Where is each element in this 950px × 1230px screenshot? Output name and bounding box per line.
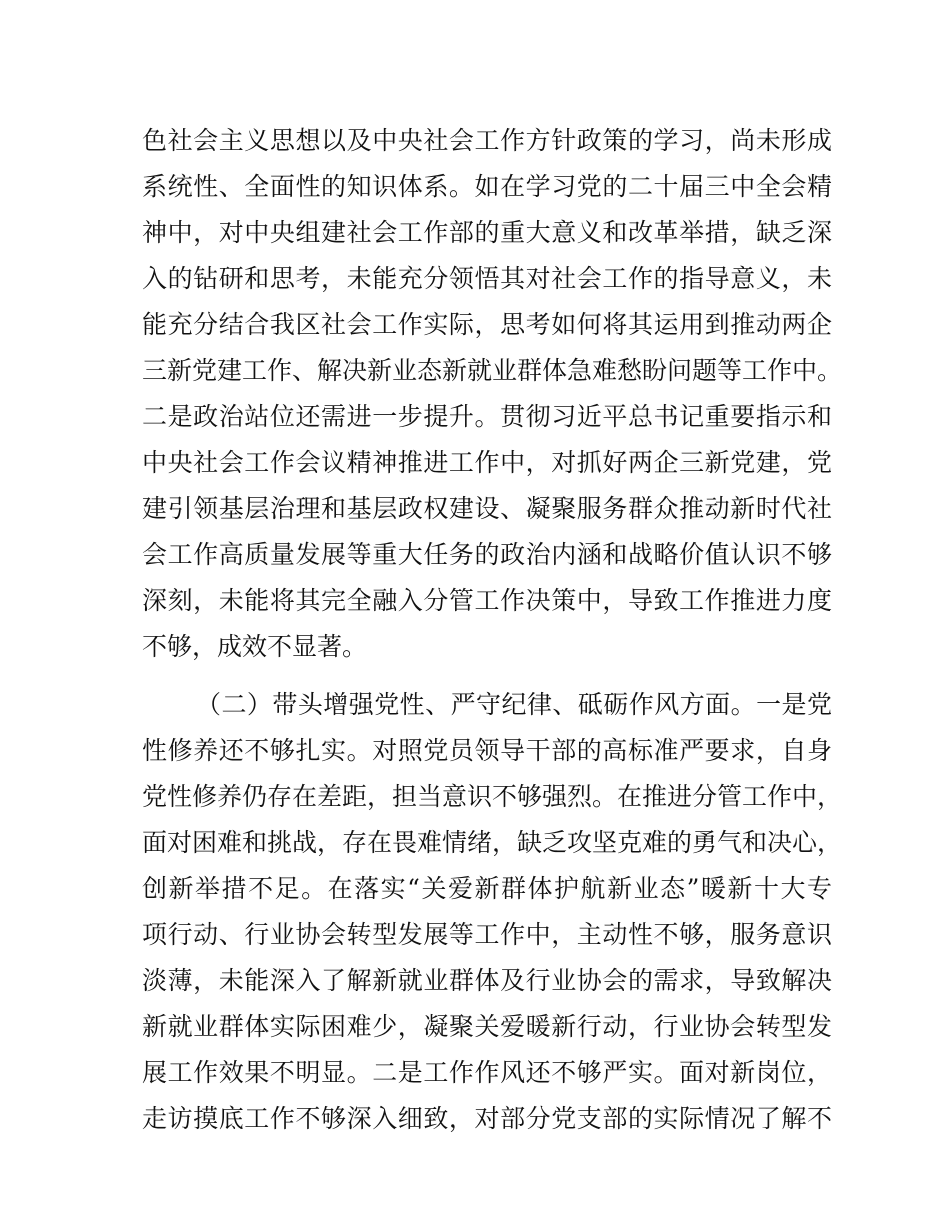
text-line: 淡薄，未能深入了解新就业群体及行业协会的需求，导致解决 (142, 966, 832, 995)
text-line: 神中，对中央组建社会工作部的重大意义和改革举措，缺乏深 (142, 218, 832, 247)
text-line: 创新举措不足。在落实“关爱新群体护航新业态”暖新十大专 (142, 874, 832, 903)
text-line: 面对困难和挑战，存在畏难情绪，缺乏攻坚克难的勇气和决心， (142, 828, 843, 857)
text-line: （二）带头增强党性、严守纪律、砥砺作风方面。一是党 (196, 690, 832, 719)
document-body (142, 118, 843, 1142)
text-line: 项行动、行业协会转型发展等工作中，主动性不够，服务意识 (142, 920, 832, 949)
text-line: 系统性、全面性的知识体系。如在学习党的二十届三中全会精 (142, 172, 832, 201)
text-line: 二是政治站位还需进一步提升。贯彻习近平总书记重要指示和 (142, 402, 832, 431)
text-line: 能充分结合我区社会工作实际，思考如何将其运用到推动两企 (142, 310, 832, 339)
text-line: 性修养还不够扎实。对照党员领导干部的高标准严要求，自身 (142, 736, 832, 765)
text-line: 深刻，未能将其完全融入分管工作决策中，导致工作推进力度 (142, 586, 832, 615)
paragraph-2 (142, 682, 843, 1142)
text-line: 党性修养仍存在差距，担当意识不够强烈。在推进分管工作中， (142, 782, 843, 811)
text-line: 走访摸底工作不够深入细致，对部分党支部的实际情况了解不 (142, 1104, 832, 1133)
paragraph-spacer (142, 670, 832, 682)
text-line: 建引领基层治理和基层政权建设、凝聚服务群众推动新时代社 (142, 494, 832, 523)
paragraph-1 (142, 118, 843, 670)
text-line: 会工作高质量发展等重大任务的政治内涵和战略价值认识不够 (142, 540, 832, 569)
text-line: 展工作效果不明显。二是工作作风还不够严实。面对新岗位， (142, 1058, 832, 1087)
text-line: 三新党建工作、解决新业态新就业群体急难愁盼问题等工作中。 (142, 356, 843, 385)
text-line: 中央社会工作会议精神推进工作中，对抓好两企三新党建，党 (142, 448, 832, 477)
text-line: 色社会主义思想以及中央社会工作方针政策的学习，尚未形成 (142, 126, 832, 155)
text-line: 入的钻研和思考，未能充分领悟其对社会工作的指导意义，未 (142, 264, 832, 293)
text-line: 不够，成效不显著。 (142, 632, 368, 661)
text-line: 新就业群体实际困难少，凝聚关爱暖新行动，行业协会转型发 (142, 1012, 832, 1041)
